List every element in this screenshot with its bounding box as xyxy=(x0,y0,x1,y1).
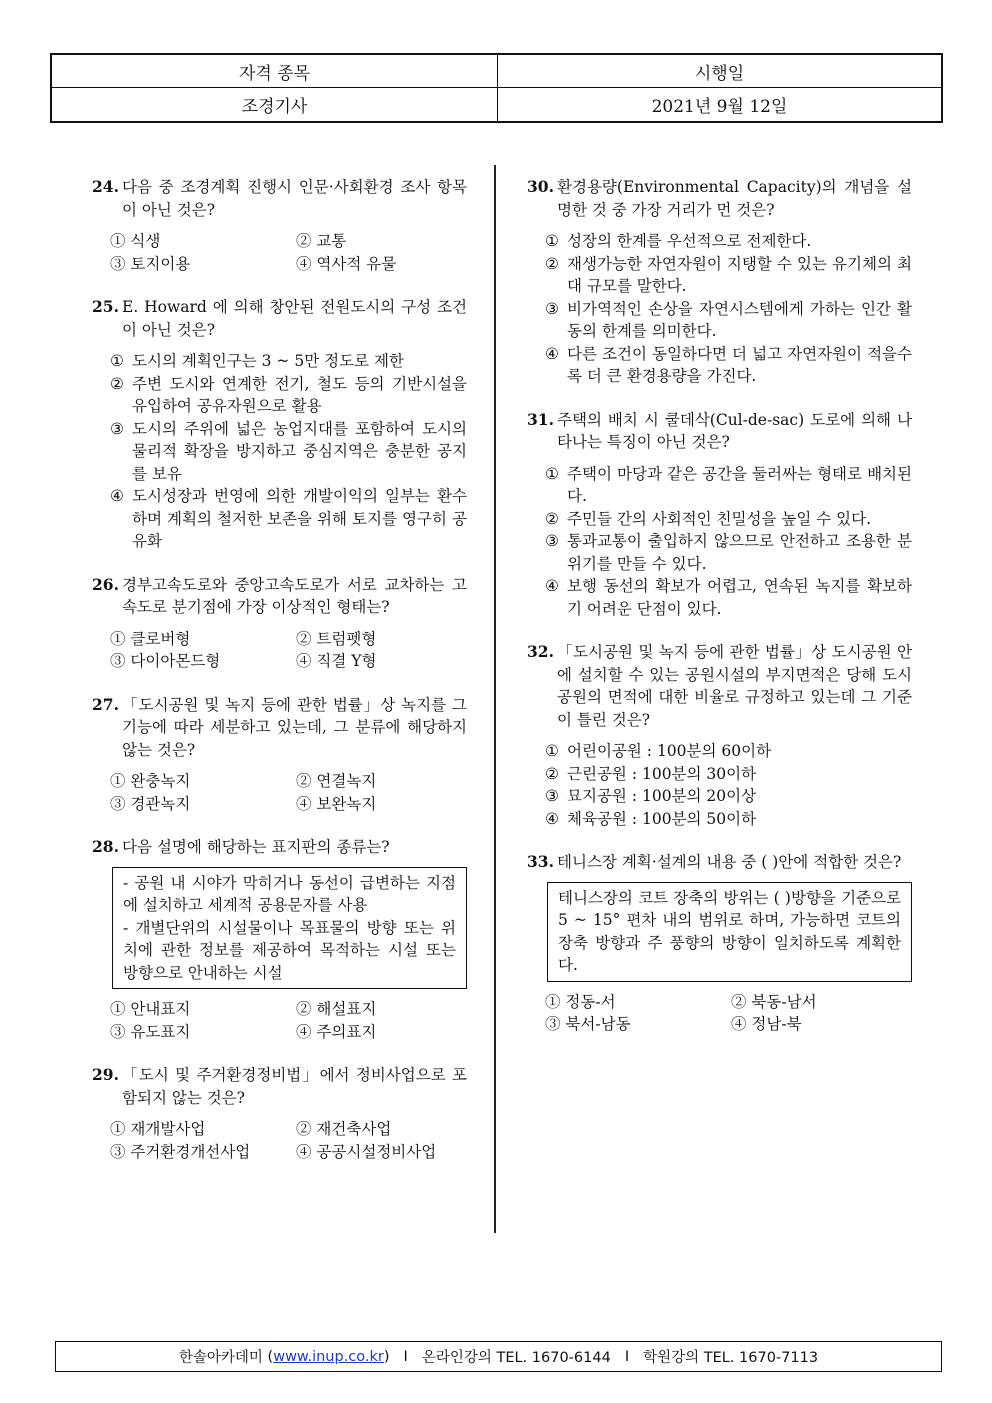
option-mark: ① xyxy=(545,232,559,250)
option-item xyxy=(545,343,912,388)
question-stem xyxy=(92,574,467,619)
question-block xyxy=(92,836,467,1043)
question-stem xyxy=(527,851,912,874)
question-stem xyxy=(527,176,912,221)
option-item xyxy=(545,298,912,343)
question-text: 테니스장 계획·설계의 내용 중 ( )안에 적합한 것은? xyxy=(557,853,902,871)
options xyxy=(92,230,467,275)
question-text: E. Howard 에 의해 창안된 전원도시의 구성 조건이 아닌 것은? xyxy=(122,298,467,339)
question-stem xyxy=(92,1064,467,1109)
right-column xyxy=(527,176,912,1057)
option-item xyxy=(545,530,912,575)
exam-header-table xyxy=(50,53,943,123)
option-item xyxy=(110,418,467,486)
footer-offline-tel: 학원강의 TEL. 1670-7113 xyxy=(643,1350,819,1366)
option-text: 재생가능한 자연자원이 지탱할 수 있는 유기체의 최대 규모를 말한다. xyxy=(567,254,912,295)
option-mark: ④ xyxy=(110,487,124,505)
option-item xyxy=(545,253,912,298)
question-number: 26. xyxy=(92,574,119,594)
option-item: ③ 북서-남동 xyxy=(545,1015,631,1033)
question-number: 32. xyxy=(527,642,554,661)
option-item xyxy=(110,350,467,373)
option-text: 다른 조건이 동일하다면 더 넓고 자연자원이 적을수록 더 큰 환경용량을 가진다. xyxy=(567,344,912,385)
option-item: ② 연결녹지 xyxy=(296,772,377,790)
question-number: 24. xyxy=(92,177,119,196)
option-text: 통과교통이 출입하지 않으므로 안전하고 조용한 분위기를 만들 수 있다. xyxy=(567,532,912,573)
question-text: 「도시공원 및 녹지 등에 관한 법률」상 도시공원 안에 설치할 수 있는 공원시설의 부지면적은 당해 도시공원의 면적에 대한 비율로 규정하고 있는데 그 기준이 틀린 것은? xyxy=(557,643,912,729)
question-number: 27. xyxy=(92,694,119,714)
question-number: 31. xyxy=(527,409,554,429)
question-block xyxy=(527,641,912,830)
question-block xyxy=(92,574,467,673)
footer-academy: 한솔아카데미 xyxy=(178,1350,263,1366)
option-item xyxy=(110,485,467,553)
options xyxy=(92,628,467,673)
question-box xyxy=(112,867,467,990)
option-item: ① 정동-서 xyxy=(545,992,616,1011)
options xyxy=(92,350,467,553)
option-text: 도시의 주위에 넓은 농업지대를 포함하여 도시의 물리적 확장을 방지하고 중심지역은 충분한 공지를 보유 xyxy=(132,419,467,483)
option-item xyxy=(545,740,912,763)
box-line: - 개별단위의 시설물이나 목표물의 방향 또는 위치에 관한 정보를 제공하여 목적하는 시설 또는 방향으로 안내하는 시설 xyxy=(123,918,456,982)
question-block xyxy=(527,851,912,1036)
question-stem xyxy=(527,409,912,454)
option-item xyxy=(545,808,912,831)
option-item: ④ 보완녹지 xyxy=(296,794,377,813)
options xyxy=(527,230,912,388)
left-column xyxy=(92,176,467,1184)
option-item: ① 완충녹지 xyxy=(110,772,191,790)
footer-separator: I xyxy=(624,1348,630,1365)
option-mark: ② xyxy=(545,509,559,528)
option-text: 주민들 간의 사회적인 친밀성을 높일 수 있다. xyxy=(567,509,872,528)
option-mark: ③ xyxy=(545,787,559,805)
subject-label: 자격 종목 xyxy=(52,55,498,88)
option-item: ② 해설표지 xyxy=(296,1000,377,1018)
question-number: 28. xyxy=(92,837,119,856)
option-mark: ④ xyxy=(545,809,559,828)
option-mark: ① xyxy=(545,742,559,760)
option-text: 어린이공원 : 100분의 60이하 xyxy=(567,742,772,760)
option-item: ④ 역사적 유물 xyxy=(296,254,397,273)
options xyxy=(527,740,912,830)
subject-value: 조경기사 xyxy=(52,88,498,121)
footer-url-link[interactable]: www.inup.co.kr xyxy=(273,1348,384,1365)
option-text: 성장의 한계를 우선적으로 전제한다. xyxy=(567,232,812,250)
options xyxy=(92,770,467,815)
option-text: 주변 도시와 연계한 전기, 철도 등의 기반시설을 유입하여 공유자원으로 활용 xyxy=(132,374,467,415)
options xyxy=(527,991,912,1036)
option-item xyxy=(545,785,912,808)
question-text: 다음 설명에 해당하는 표지판의 종류는? xyxy=(122,838,390,856)
option-item: ② 교통 xyxy=(296,232,347,250)
option-item: ④ 주의표지 xyxy=(296,1022,377,1041)
option-item xyxy=(545,763,912,786)
question-text: 「도시 및 주거환경정비법」에서 정비사업으로 포함되지 않는 것은? xyxy=(122,1066,467,1107)
option-text: 주택이 마당과 같은 공간을 둘러싸는 형태로 배치된다. xyxy=(567,464,912,505)
question-text: 환경용량(Environmental Capacity)의 개념을 설명한 것 중 가장 거리가 먼 것은? xyxy=(557,178,912,219)
question-number: 33. xyxy=(527,852,554,871)
option-item: ④ 공공시설정비사업 xyxy=(296,1142,437,1161)
question-number: 29. xyxy=(92,1065,119,1084)
option-mark: ① xyxy=(545,464,559,483)
date-label: 시행일 xyxy=(498,55,941,88)
question-stem xyxy=(92,694,467,762)
option-item xyxy=(545,230,912,253)
question-block xyxy=(527,409,912,621)
option-text: 도시성장과 번영에 의한 개발이익의 일부는 환수하며 계획의 철저한 보존을 위해 토지를 영구히 공유화 xyxy=(132,487,467,550)
option-mark: ③ xyxy=(110,419,124,438)
option-item: ③ 유도표지 xyxy=(110,1022,191,1041)
question-number: 30. xyxy=(527,177,554,196)
box-line: 테니스장의 코트 장축의 방위는 ( )방향을 기준으로 5 ~ 15° 편차 내의 범위로 하며, 가능하면 코트의 장축 방향과 주 풍향의 방향이 일치하도록 계획한다. xyxy=(558,888,901,974)
question-text: 「도시공원 및 녹지 등에 관한 법률」상 녹지를 그 기능에 따라 세분하고 있는데, 그 분류에 해당하지 않는 것은? xyxy=(122,695,467,759)
option-text: 근린공원 : 100분의 30이하 xyxy=(567,764,757,783)
option-item: ① 식생 xyxy=(110,232,161,250)
question-block xyxy=(527,176,912,388)
option-item: ③ 토지이용 xyxy=(110,254,191,273)
footer-separator: I xyxy=(403,1348,408,1365)
option-item: ③ 다이아몬드형 xyxy=(110,652,221,670)
question-stem xyxy=(92,296,467,341)
option-mark: ④ xyxy=(545,577,559,595)
option-item: ① 클로버형 xyxy=(110,629,191,648)
option-item: ② 트럼펫형 xyxy=(296,629,377,648)
option-text: 체육공원 : 100분의 50이하 xyxy=(567,809,757,828)
option-item: ① 안내표지 xyxy=(110,1000,191,1018)
option-mark: ② xyxy=(545,254,559,273)
option-item xyxy=(110,373,467,418)
option-mark: ② xyxy=(110,374,124,393)
options xyxy=(92,998,467,1043)
option-mark: ③ xyxy=(545,532,559,550)
question-block xyxy=(92,176,467,275)
option-item: ② 북동-남서 xyxy=(731,992,817,1011)
question-text: 다음 중 조경계획 진행시 인문·사회환경 조사 항목이 아닌 것은? xyxy=(122,178,467,219)
question-text: 경부고속도로와 중앙고속도로가 서로 교차하는 고속도로 분기점에 가장 이상적인 형태는? xyxy=(122,575,467,616)
option-mark: ② xyxy=(545,764,559,783)
box-line: - 공원 내 시야가 막히거나 동선이 급변하는 지점에 설치하고 세계적 공용문자를 사용 xyxy=(123,873,456,914)
footer-online-tel: 온라인강의 TEL. 1670-6144 xyxy=(421,1350,611,1366)
option-text: 도시의 계획인구는 3 ~ 5만 정도로 제한 xyxy=(132,352,404,370)
options xyxy=(92,1118,467,1163)
question-block xyxy=(92,296,467,553)
option-item xyxy=(545,508,912,531)
option-item xyxy=(545,575,912,620)
option-text: 묘지공원 : 100분의 20이상 xyxy=(567,787,757,805)
option-item xyxy=(545,463,912,508)
question-stem xyxy=(92,176,467,221)
option-mark: ① xyxy=(110,352,124,370)
question-number: 25. xyxy=(92,297,119,316)
option-item: ③ 경관녹지 xyxy=(110,794,191,813)
question-stem xyxy=(527,641,912,731)
question-block xyxy=(92,1064,467,1163)
option-item: ② 재건축사업 xyxy=(296,1120,392,1138)
option-mark: ③ xyxy=(545,299,559,318)
option-item: ④ 정남-북 xyxy=(731,1015,802,1033)
options xyxy=(527,463,912,621)
question-block xyxy=(92,694,467,816)
footer: 한솔아카데미 ( www.inup.co.kr ) I 온라인강의 TEL. 1670-6144 I 학원강의 TEL. 1670-7113 xyxy=(55,1341,942,1372)
option-item: ① 재개발사업 xyxy=(110,1120,206,1138)
option-mark: ④ xyxy=(545,344,559,363)
date-value: 2021년 9월 12일 xyxy=(651,97,788,117)
question-stem xyxy=(92,836,467,859)
column-divider xyxy=(494,165,496,1233)
question-text: 주택의 배치 시 쿨데삭(Cul-de-sac) 도로에 의해 나타나는 특징이 아닌 것은? xyxy=(557,410,912,451)
question-box xyxy=(547,882,912,982)
option-item: ④ 직결 Y형 xyxy=(296,652,377,670)
option-text: 보행 동선의 확보가 어렵고, 연속된 녹지를 확보하기 어려운 단점이 있다. xyxy=(567,577,912,618)
option-text: 비가역적인 손상을 자연시스템에게 가하는 인간 활동의 한계를 의미한다. xyxy=(567,299,912,340)
option-item: ③ 주거환경개선사업 xyxy=(110,1142,251,1161)
